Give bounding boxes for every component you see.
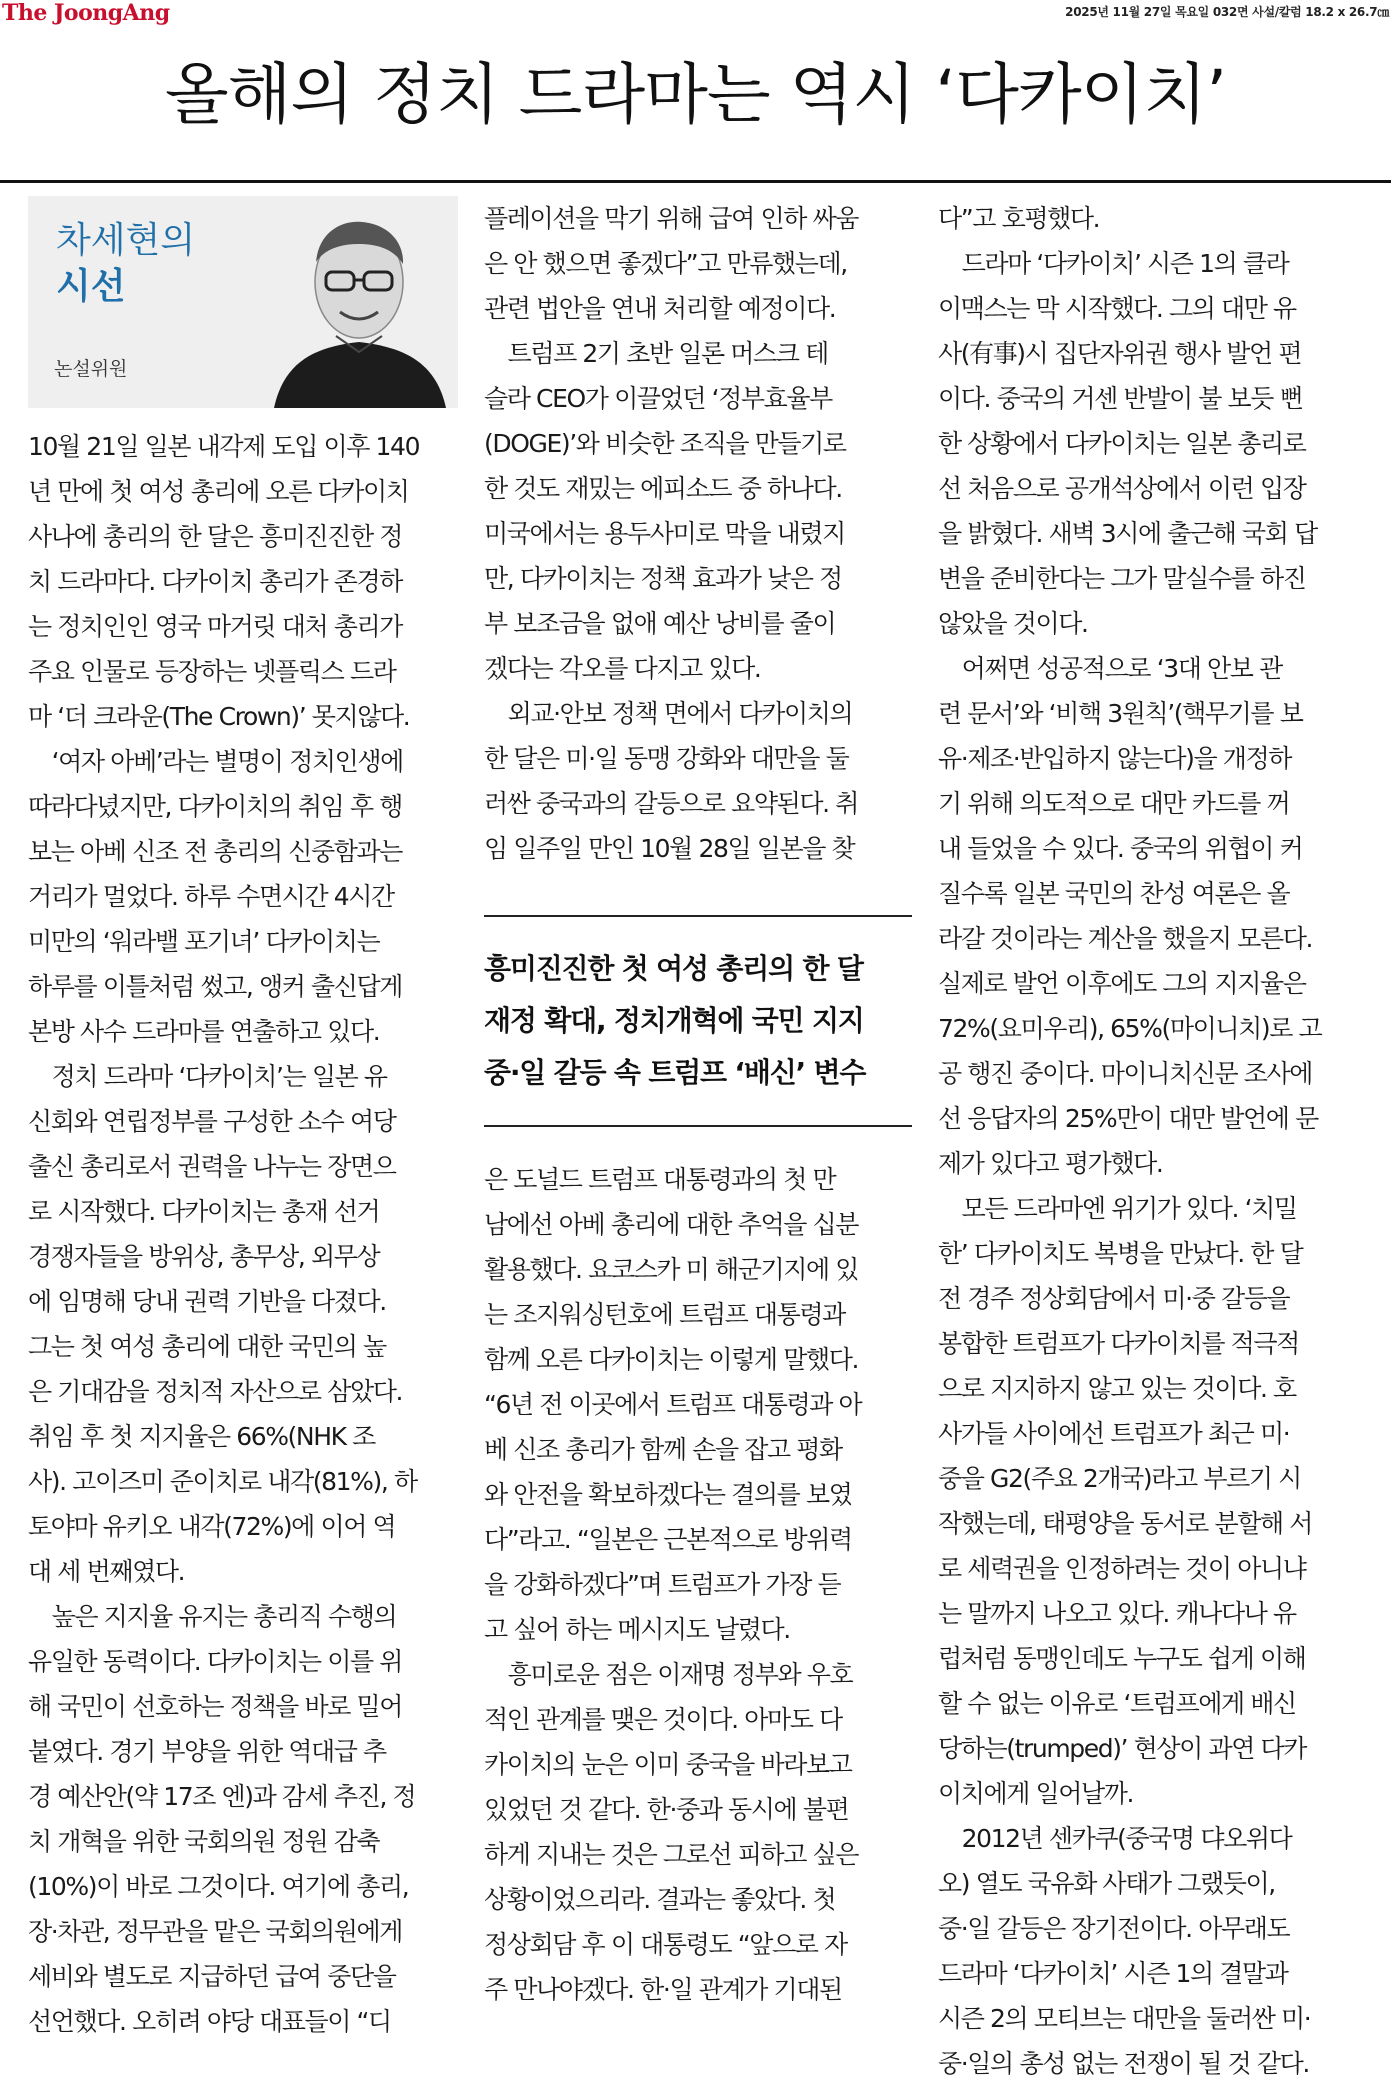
body-text-line: 으로 지지하지 않고 있는 것이다. 호 bbox=[938, 1374, 1296, 1403]
author-portrait bbox=[264, 202, 454, 408]
body-text-line: 사나에 총리의 한 달은 흥미진진한 정 bbox=[28, 522, 402, 551]
body-text-line: 주 만나야겠다. 한·일 관계가 기대된 bbox=[484, 1975, 842, 2004]
body-text-line: 유일한 동력이다. 다카이치는 이를 위 bbox=[28, 1647, 402, 1676]
series-name-bold: 시선 bbox=[56, 266, 126, 307]
body-text-line: 주요 인물로 등장하는 넷플릭스 드라 bbox=[28, 657, 396, 686]
body-text-line: 는 정치인인 영국 마거릿 대처 총리가 bbox=[28, 612, 402, 641]
series-name: 차세현의 bbox=[56, 220, 196, 261]
body-text-line: 한 것도 재밌는 에피소드 중 하나다. bbox=[484, 474, 842, 503]
body-text-line: 붙였다. 경기 부양을 위한 역대급 추 bbox=[28, 1737, 386, 1766]
body-text-line: 카이치의 눈은 이미 중국을 바라보고 bbox=[484, 1750, 852, 1779]
body-text-line: 는 말까지 나오고 있다. 캐나다나 유 bbox=[938, 1599, 1296, 1628]
body-text-line: 럽처럼 동맹인데도 누구도 쉽게 이해 bbox=[938, 1644, 1306, 1673]
body-text-line: 러싼 중국과의 갈등으로 요약된다. 취 bbox=[484, 789, 858, 818]
body-text-line: 한 달은 미·일 동맹 강화와 대만을 둘 bbox=[484, 744, 849, 773]
body-text-line: 미만의 ‘워라밸 포기녀’ 다카이치는 bbox=[28, 927, 380, 956]
body-text-line: 선 처음으로 공개석상에서 이런 입장 bbox=[938, 474, 1306, 503]
body-text-line: 미국에서는 용두사미로 막을 내렸지 bbox=[484, 519, 845, 548]
body-text-line: 내 들었을 수 있다. 중국의 위협이 커 bbox=[938, 834, 1303, 863]
column-2-text-bottom bbox=[484, 1157, 912, 2012]
body-text-line: 신회와 연립정부를 구성한 소수 여당 bbox=[28, 1107, 396, 1136]
body-text-line: 관련 법안을 연내 처리할 예정이다. bbox=[484, 294, 836, 323]
body-text-line: (DOGE)’와 비슷한 조직을 만들기로 bbox=[484, 429, 846, 458]
body-text-line: 이다. 중국의 거센 반발이 불 보듯 뻔 bbox=[938, 384, 1303, 413]
article-headline: 올해의 정치 드라마는 역시 ‘다카이치’ bbox=[164, 56, 1227, 133]
body-text-line: 할 수 없는 이유로 ‘트럼프에게 배신 bbox=[938, 1689, 1296, 1718]
body-text-line: 장·차관, 정무관을 맡은 국회의원에게 bbox=[28, 1917, 402, 1946]
body-text-line: 라갈 것이라는 계산을 했을지 모른다. bbox=[938, 924, 1312, 953]
body-text-line: 로 세력권을 인정하려는 것이 아니냐 bbox=[938, 1554, 1306, 1583]
body-text-line: 활용했다. 요코스카 미 해군기지에 있 bbox=[484, 1255, 858, 1284]
body-text-line: 고 싶어 하는 메시지도 날렸다. bbox=[484, 1615, 790, 1644]
column-1-text bbox=[28, 424, 458, 2044]
body-text-line: 10월 21일 일본 내각제 도입 이후 140 bbox=[28, 432, 420, 461]
body-text-line: 한’ 다카이치도 복병을 만났다. 한 달 bbox=[938, 1239, 1303, 1268]
body-text-line: 외교·안보 정책 면에서 다카이치의 bbox=[484, 699, 853, 728]
body-text-line: 해 국민이 선호하는 정책을 바로 밀어 bbox=[28, 1692, 402, 1721]
body-text-line: 와 안전을 확보하겠다는 결의를 보였 bbox=[484, 1480, 852, 1509]
body-text-line: 오) 열도 국유화 사태가 그랬듯이, bbox=[938, 1869, 1275, 1898]
body-text-line: 슬라 CEO가 이끌었던 ‘정부효율부 bbox=[484, 384, 832, 413]
column-3 bbox=[938, 196, 1366, 2086]
body-text-line: 마 ‘더 크라운(The Crown)’ 못지않다. bbox=[28, 702, 410, 731]
body-text-line: 본방 사수 드라마를 연출하고 있다. bbox=[28, 1017, 380, 1046]
body-text-line: 않았을 것이다. bbox=[938, 609, 1088, 638]
body-text-line: “6년 전 이곳에서 트럼프 대통령과 아 bbox=[484, 1390, 862, 1419]
body-text-line: 모든 드라마엔 위기가 있다. ‘치밀 bbox=[938, 1194, 1297, 1223]
body-text-line: 다”고 호평했다. bbox=[938, 204, 1100, 233]
body-text-line: 제가 있다고 평가했다. bbox=[938, 1149, 1163, 1178]
publication-logo[interactable]: The JoongAng bbox=[2, 0, 170, 26]
body-text-line: 변을 준비한다는 그가 말실수를 하진 bbox=[938, 564, 1306, 593]
body-text-line: 는 조지워싱턴호에 트럼프 대통령과 bbox=[484, 1300, 845, 1329]
masthead bbox=[0, 0, 1391, 26]
body-text-line: 치 개혁을 위한 국회의원 정원 감축 bbox=[28, 1827, 380, 1856]
body-text-line: 어쩌면 성공적으로 ‘3대 안보 관 bbox=[938, 654, 1282, 683]
body-text-line: 상황이었으리라. 결과는 좋았다. 첫 bbox=[484, 1885, 836, 1914]
pull-quote-line: 중·일 갈등 속 트럼프 ‘배신’ 변수 bbox=[484, 1056, 866, 1089]
body-text-line: 유·제조·반입하지 않는다)을 개정하 bbox=[938, 744, 1292, 773]
body-text-line: 높은 지지율 유지는 총리직 수행의 bbox=[28, 1602, 397, 1631]
body-text-line: 이맥스는 막 시작했다. 그의 대만 유 bbox=[938, 294, 1296, 323]
publication-info: 2025년 11월 27일 목요일 032면 사설/칼럼 18.2 x 26.7㎝ bbox=[1065, 5, 1389, 19]
body-text-line: 정상회담 후 이 대통령도 “앞으로 자 bbox=[484, 1930, 847, 1959]
column-2-text-top bbox=[484, 196, 912, 871]
body-text-line: 공 행진 중이다. 마이니치신문 조사에 bbox=[938, 1059, 1312, 1088]
byline-box bbox=[28, 196, 458, 408]
body-text-line: 취임 후 첫 지지율은 66%(NHK 조 bbox=[28, 1422, 375, 1451]
body-text-line: 부 보조금을 없애 예산 낭비를 줄이 bbox=[484, 609, 836, 638]
body-text-line: 작했는데, 태평양을 동서로 분할해 서 bbox=[938, 1509, 1312, 1538]
body-text-line: 에 임명해 당내 권력 기반을 다졌다. bbox=[28, 1287, 386, 1316]
body-text-line: 거리가 멀었다. 하루 수면시간 4시간 bbox=[28, 882, 394, 911]
body-text-line: 적인 관계를 맺은 것이다. 아마도 다 bbox=[484, 1705, 842, 1734]
body-text-line: 을 강화하겠다”며 트럼프가 가장 듣 bbox=[484, 1570, 841, 1599]
body-text-line: 사(有事)시 집단자위권 행사 발언 편 bbox=[938, 339, 1302, 368]
body-text-line: 경쟁자들을 방위상, 총무상, 외무상 bbox=[28, 1242, 380, 1271]
body-text-line: 질수록 일본 국민의 찬성 여론은 올 bbox=[938, 879, 1290, 908]
body-text-line: 은 도널드 트럼프 대통령과의 첫 만 bbox=[484, 1165, 836, 1194]
column-2 bbox=[484, 196, 912, 2012]
body-text-line: 선언했다. 오히려 야당 대표들이 “디 bbox=[28, 2007, 391, 2036]
body-text-line: 이치에게 일어날까. bbox=[938, 1779, 1134, 1808]
column-3-text bbox=[938, 196, 1366, 2086]
body-text-line: 출신 총리로서 권력을 나누는 장면으 bbox=[28, 1152, 396, 1181]
headline-divider bbox=[0, 180, 1391, 183]
body-text-line: 년 만에 첫 여성 총리에 오른 다카이치 bbox=[28, 477, 409, 506]
body-text-line: 사). 고이즈미 준이치로 내각(81%), 하 bbox=[28, 1467, 417, 1496]
body-text-line: 하루를 이틀처럼 썼고, 앵커 출신답게 bbox=[28, 972, 402, 1001]
body-text-line: 은 기대감을 정치적 자산으로 삼았다. bbox=[28, 1377, 402, 1406]
body-text-line: 함께 오른 다카이치는 이렇게 말했다. bbox=[484, 1345, 858, 1374]
author-role: 논설위원 bbox=[54, 358, 128, 380]
body-text-line: 전 경주 정상회담에서 미·중 갈등을 bbox=[938, 1284, 1290, 1313]
pull-quote-lines bbox=[484, 917, 912, 1125]
body-text-line: 베 신조 총리가 함께 손을 잡고 평화 bbox=[484, 1435, 842, 1464]
body-text-line: 선 응답자의 25%만이 대만 발언에 문 bbox=[938, 1104, 1318, 1133]
pull-quote-line: 흥미진진한 첫 여성 총리의 한 달 bbox=[484, 952, 863, 985]
pull-quote-line: 재정 확대, 정치개혁에 국민 지지 bbox=[484, 1004, 864, 1037]
body-text-line: 사가들 사이에선 트럼프가 최근 미· bbox=[938, 1419, 1290, 1448]
body-text-line: 트럼프 2기 초반 일론 머스크 테 bbox=[484, 339, 828, 368]
body-text-line: 세비와 별도로 지급하던 급여 중단을 bbox=[28, 1962, 396, 1991]
body-text-line: 경 예산안(약 17조 엔)과 감세 추진, 정 bbox=[28, 1782, 416, 1811]
body-text-line: 봉합한 트럼프가 다카이치를 적극적 bbox=[938, 1329, 1299, 1358]
column-1 bbox=[28, 196, 458, 2044]
body-text-line: 플레이션을 막기 위해 급여 인하 싸움 bbox=[484, 204, 858, 233]
body-text-line: 로 시작했다. 다카이치는 총재 선거 bbox=[28, 1197, 380, 1226]
body-text-line: 다”라고. “일본은 근본적으로 방위력 bbox=[484, 1525, 852, 1554]
body-text-line: 하게 지내는 것은 그로선 피하고 싶은 bbox=[484, 1840, 858, 1869]
body-text-line: 토야마 유키오 내각(72%)에 이어 역 bbox=[28, 1512, 396, 1541]
body-text-line: 정치 드라마 ‘다카이치’는 일본 유 bbox=[28, 1062, 387, 1091]
body-text-line: 임 일주일 만인 10월 28일 일본을 찾 bbox=[484, 834, 855, 863]
body-text-line: 대 세 번째였다. bbox=[28, 1557, 185, 1586]
body-text-line: 따라다녔지만, 다카이치의 취임 후 행 bbox=[28, 792, 402, 821]
body-text-line: 겠다는 각오를 다지고 있다. bbox=[484, 654, 761, 683]
body-text-line: 실제로 발언 이후에도 그의 지지율은 bbox=[938, 969, 1306, 998]
body-text-line: 중·일의 총성 없는 전쟁이 될 것 같다. bbox=[938, 2049, 1309, 2078]
body-text-line: 그는 첫 여성 총리에 대한 국민의 높 bbox=[28, 1332, 386, 1361]
body-text-line: 만, 다카이치는 정책 효과가 낮은 정 bbox=[484, 564, 842, 593]
body-text-line: 72%(요미우리), 65%(마이니치)로 고 bbox=[938, 1014, 1322, 1043]
body-text-line: 을 밝혔다. 새벽 3시에 출근해 국회 답 bbox=[938, 519, 1317, 548]
body-text-line: 2012년 센카쿠(중국명 댜오위다 bbox=[938, 1824, 1292, 1853]
body-text-line: 기 위해 의도적으로 대만 카드를 꺼 bbox=[938, 789, 1290, 818]
pull-quote bbox=[484, 915, 912, 1127]
body-text-line: 중을 G2(주요 2개국)라고 부르기 시 bbox=[938, 1464, 1301, 1493]
body-text-line: 드라마 ‘다카이치’ 시즌 1의 결말과 bbox=[938, 1959, 1288, 1988]
body-text-line: 남에선 아베 총리에 대한 추억을 십분 bbox=[484, 1210, 858, 1239]
body-text-line: 중·일 갈등은 장기전이다. 아무래도 bbox=[938, 1914, 1290, 1943]
body-text-line: 련 문서’와 ‘비핵 3원칙’(핵무기를 보 bbox=[938, 699, 1303, 728]
body-text-line: 한 상황에서 다카이치는 일본 총리로 bbox=[938, 429, 1306, 458]
body-text-line: 은 안 했으면 좋겠다”고 만류했는데, bbox=[484, 249, 847, 278]
body-text-line: ‘여자 아베’라는 별명이 정치인생에 bbox=[28, 747, 403, 776]
body-text-line: 있었던 것 같다. 한·중과 동시에 불편 bbox=[484, 1795, 849, 1824]
body-text-line: 시즌 2의 모티브는 대만을 둘러싼 미· bbox=[938, 2004, 1311, 2033]
body-text-line: (10%)이 바로 그것이다. 여기에 총리, bbox=[28, 1872, 409, 1901]
body-text-line: 드라마 ‘다카이치’ 시즌 1의 클라 bbox=[938, 249, 1289, 278]
body-text-line: 보는 아베 신조 전 총리의 신중함과는 bbox=[28, 837, 402, 866]
body-text-line: 흥미로운 점은 이재명 정부와 우호 bbox=[484, 1660, 853, 1689]
body-text-line: 치 드라마다. 다카이치 총리가 존경하 bbox=[28, 567, 402, 596]
pull-quote-rule-bottom bbox=[484, 1125, 912, 1127]
body-text-line: 당하는(trumped)’ 현상이 과연 다카 bbox=[938, 1734, 1306, 1763]
